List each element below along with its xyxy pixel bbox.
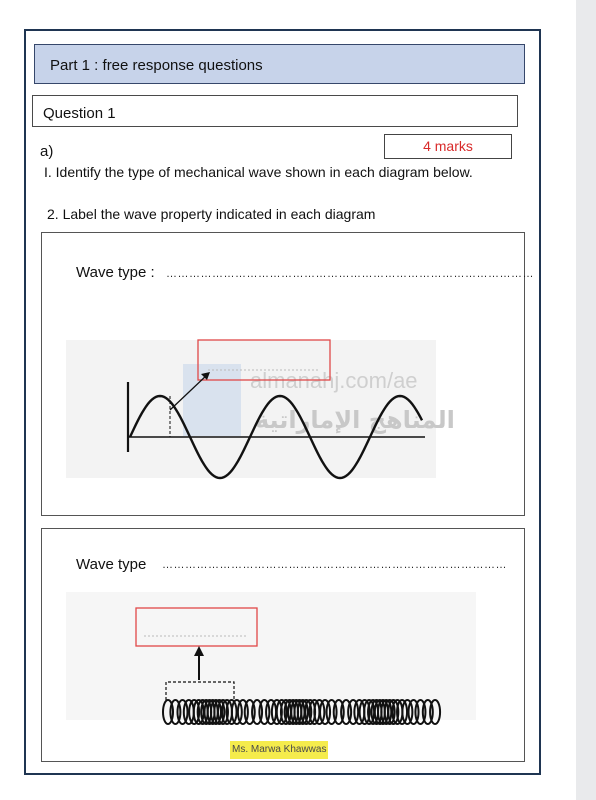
instruction-2: 2. Label the wave property indicated in each diagram	[47, 206, 376, 222]
watermark-text: almanahj.com/ae	[250, 368, 418, 393]
wave-type-answer-blank-2[interactable]: ………………………………………………………………………………	[162, 559, 507, 571]
subpart-label: a)	[40, 143, 54, 160]
wave-type-answer-blank-1[interactable]: ……………………………………………………………………………………	[166, 268, 534, 280]
question-title: Question 1	[43, 105, 116, 122]
author-tag: Ms. Marwa Khawwas	[230, 741, 328, 759]
wave-type-label-2: Wave type	[76, 556, 147, 573]
marks-badge: 4 marks	[384, 134, 512, 159]
watermark-arabic: ال‍م‍ن‍اه‍ج الإماراتية	[255, 406, 455, 434]
instruction-1: I. Identify the type of mechanical wave shown in each diagram below.	[44, 164, 473, 180]
wave-type-label-1: Wave type :	[76, 264, 155, 281]
part-title: Part 1 : free response questions	[50, 57, 263, 74]
watermark-logo	[183, 364, 241, 436]
